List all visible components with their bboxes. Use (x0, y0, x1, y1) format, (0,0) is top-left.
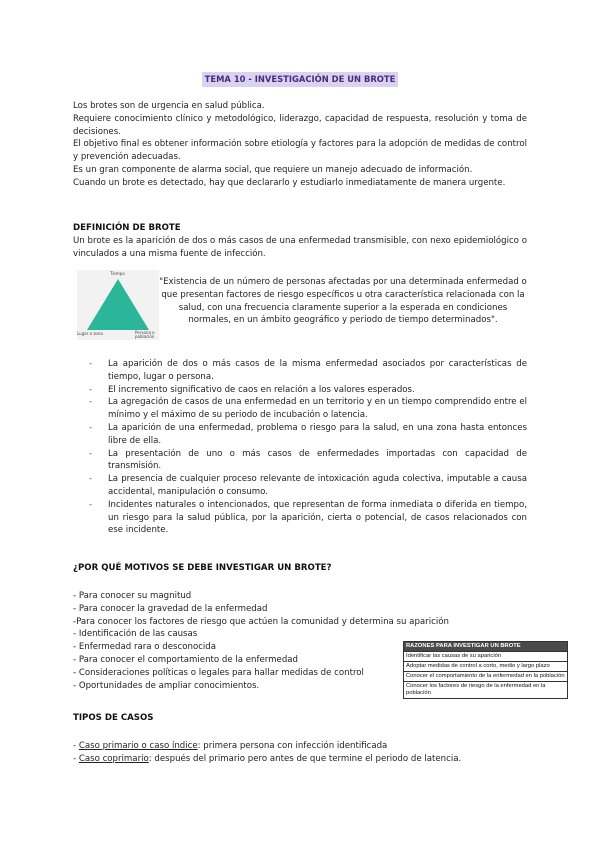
dash-icon: - (89, 499, 93, 510)
list-item: - La aparición de dos o más casos de la misma enfermedad asociados por características de tiempo, lugar o persona. (89, 359, 527, 382)
epidemiologic-triangle (77, 270, 159, 340)
list-item: - Caso primario o caso índice: primera persona con infección identificada (73, 741, 388, 751)
cases-heading: TIPOS DE CASOS (73, 713, 154, 723)
table-row: Identificar las causas de su aparición (404, 651, 567, 661)
definition-quote: "Existencia de un número de personas afectadas por una determinada enfermedad o que presentan factores de riesgo específicos u otra característica relacionada con la salud, con una frecuencia claramente superior a la esperada en condiciones normales, en un ámbito geográfico y periodo de tiempo determinados". (159, 277, 527, 326)
triangle-label-right: Persona o población (135, 330, 155, 339)
triangle-label-top: Tiempo (110, 271, 125, 276)
definition-bullets (89, 358, 527, 537)
case-term: Caso primario o caso índice (78, 741, 198, 751)
intro-line: Cuando un brote es detectado, hay que declararlo y estudiarlo inmediatamente de manera urgente. (73, 177, 506, 188)
reasons-table (403, 641, 568, 699)
list-item: - La presentación de uno o más casos de enfermedades importadas con capacidad de transmisión. (89, 448, 527, 472)
list-item: - Para conocer el comportamiento de la enfermedad (73, 654, 299, 665)
list-item: - La presencia de cualquier proceso relevante de intoxicación aguda colectiva, imputable a causa accidental, manipulación o consumo. (89, 474, 527, 497)
list-item: - La agregación de casos de una enfermedad en un territorio y en un tiempo comprendido entre el mínimo y el máximo de su periodo de incubación o latencia. (89, 397, 527, 421)
definition-text: Un brote es la aparición de dos o más casos de una enfermedad transmisible, con nexo epidemiológico o vinculados a una misma fuente de infección. (73, 235, 527, 259)
list-item: - Para conocer la gravedad de la enfermedad (73, 603, 268, 614)
list-item: -Para conocer los factores de riesgo que actúen la comunidad y determina su aparición (73, 616, 449, 627)
dash-icon: - (89, 422, 93, 433)
list-item: - Caso coprimario: después del primario pero antes de que termine el periodo de latencia. (73, 753, 462, 764)
list-item: - Para conocer su magnitud (73, 591, 192, 601)
case-term: Caso coprimario (78, 753, 149, 764)
reasons-heading-wrap (73, 562, 527, 575)
table-row: Adoptar medidas de control a corto, medio y largo plazo (404, 661, 567, 671)
intro-line: Es un gran componente de alarma social, que requiere un manejo adecuado de información. (73, 164, 473, 175)
intro-line: El objetivo final es obtener información sobre etiología y factores para la adopción de medidas de control y prevención adecuadas. (73, 139, 527, 163)
dash-icon: - (89, 397, 93, 408)
triangle-label-left: Lugar o zona (77, 331, 103, 336)
list-item: - Enfermedad rara o desconocida (73, 642, 217, 653)
dash-icon: - (89, 359, 93, 369)
dash-icon: - (89, 384, 93, 395)
dash-icon: - (89, 448, 93, 459)
list-item: - Incidentes naturales o intencionados, que representan de forma inmediata o diferida en tiempo, un riesgo para la salud pública, por la aparición, cierta o potencial, de casos relacionados con ese incidente. (89, 499, 527, 536)
cases-section (73, 712, 527, 725)
list-item: - El incremento significativo de caos en relación a los valores esperados. (89, 384, 415, 395)
list-item: - La aparición de una enfermedad, problema o riesgo para la salud, en una zona hasta entonces libre de ella. (89, 422, 527, 446)
reasons-table-header: RAZONES PARA INVESTIGAR UN BROTE (404, 642, 567, 651)
table-row: Conocer los factores de riesgo de la enfermedad en la población (404, 681, 567, 698)
intro-line: Los brotes son de urgencia en salud pública. (73, 101, 265, 111)
definition-section (73, 222, 527, 260)
intro-section (73, 100, 527, 190)
intro-line: Requiere conocimiento clínico y metodológico, liderazgo, capacidad de respuesta, resolución y toma de decisiones. (73, 113, 527, 137)
title-wrap (73, 72, 527, 87)
list-item: - Oportunidades de ampliar conocimientos. (73, 680, 260, 691)
reasons-heading: ¿POR QUÉ MOTIVOS SE DEBE INVESTIGAR UN BROTE? (73, 563, 332, 573)
definition-heading: DEFINICIÓN DE BROTE (73, 223, 181, 233)
table-row: Conocer el comportamiento de la enfermedad en la población (404, 671, 567, 681)
cases-list (73, 740, 527, 766)
list-item: - Consideraciones políticas o legales para hallar medidas de control (73, 667, 364, 678)
dash-icon: - (89, 474, 93, 485)
document-title: TEMA 10 - INVESTIGACIÓN DE UN BROTE (202, 72, 399, 87)
list-item: - Identificación de las causas (73, 629, 198, 640)
